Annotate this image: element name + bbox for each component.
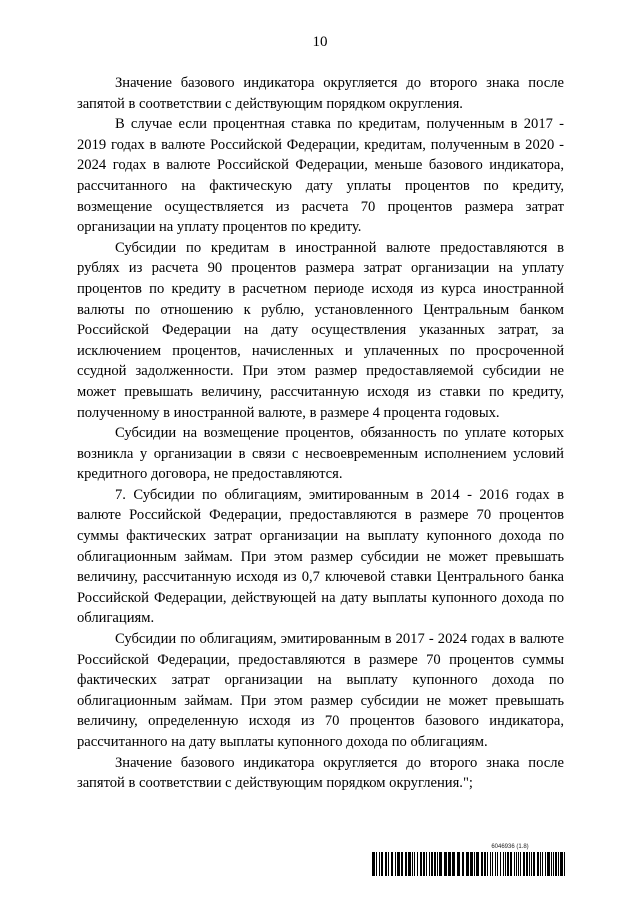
page-number: 10 (312, 34, 328, 50)
paragraph: Значение базового индикатора округляется до второго знака после запятой в соответствии с действующим порядком округления. (77, 75, 564, 112)
barcode-image (372, 852, 566, 876)
document-body (77, 73, 564, 794)
paragraph: Значение базового индикатора округляется до второго знака после запятой в соответствии с действующим порядком округления."; (77, 754, 564, 792)
paragraph: Субсидии по кредитам в иностранной валюте предоставляются в рублях из расчета 90 процентов размера затрат организации на уплату процентов по кредиту в расчетном периоде исходя из курса иностранной валюты по отношению к рублю, установленного Центральным банком Российской Федерации на дату осуществления указанных затрат, за исключением процентов, начисленных и уплаченных по просроченной ссудной задолженности. При этом размер предоставляемой субсидии не может превышать величину, рассчитанную исходя из ставки по кредиту, полученному в иностранной валюте, в размере 4 процента годовых. (77, 239, 564, 421)
paragraph: Субсидии на возмещение процентов, обязанность по уплате которых возникла у организации в связи с несвоевременным исполнением условий кредитного договора, не предоставляются. (77, 425, 564, 483)
paragraph: В случае если процентная ставка по кредитам, полученным в 2017 - 2019 годах в валюте Российской Федерации, кредитам, полученным в 2020 - 2024 годах в валюте Российской Федерации, меньше базового индикатора, рассчитанного на фактическую дату уплаты процентов по кредиту, возмещение осуществляется из расчета 70 процентов размера затрат организации на уплату процентов по кредиту. (77, 116, 564, 236)
document-code: 6046936 (1.8) (491, 844, 529, 850)
paragraph: 7. Субсидии по облигациям, эмитированным в 2014 - 2016 годах в валюте Российской Федерации, предоставляются в размере 70 процентов суммы фактических затрат организации на выплату купонного дохода по облигационным займам. При этом размер субсидии не может превышать величину, рассчитанную исходя из 0,7 ключевой ставки Центрального банка Российской Федерации, действующей на дату выплаты купонного дохода по облигациям. (77, 486, 564, 627)
paragraph: Субсидии по облигациям, эмитированным в 2017 - 2024 годах в валюте Российской Федерации, предоставляются в размере 70 процентов суммы фактических затрат организации на выплату купонного дохода по облигационным займам. При этом размер субсидии не может превышать величину, определенную исходя из 70 процентов базового индикатора, рассчитанного на дату выплаты купонного дохода по облигациям. (77, 631, 564, 750)
